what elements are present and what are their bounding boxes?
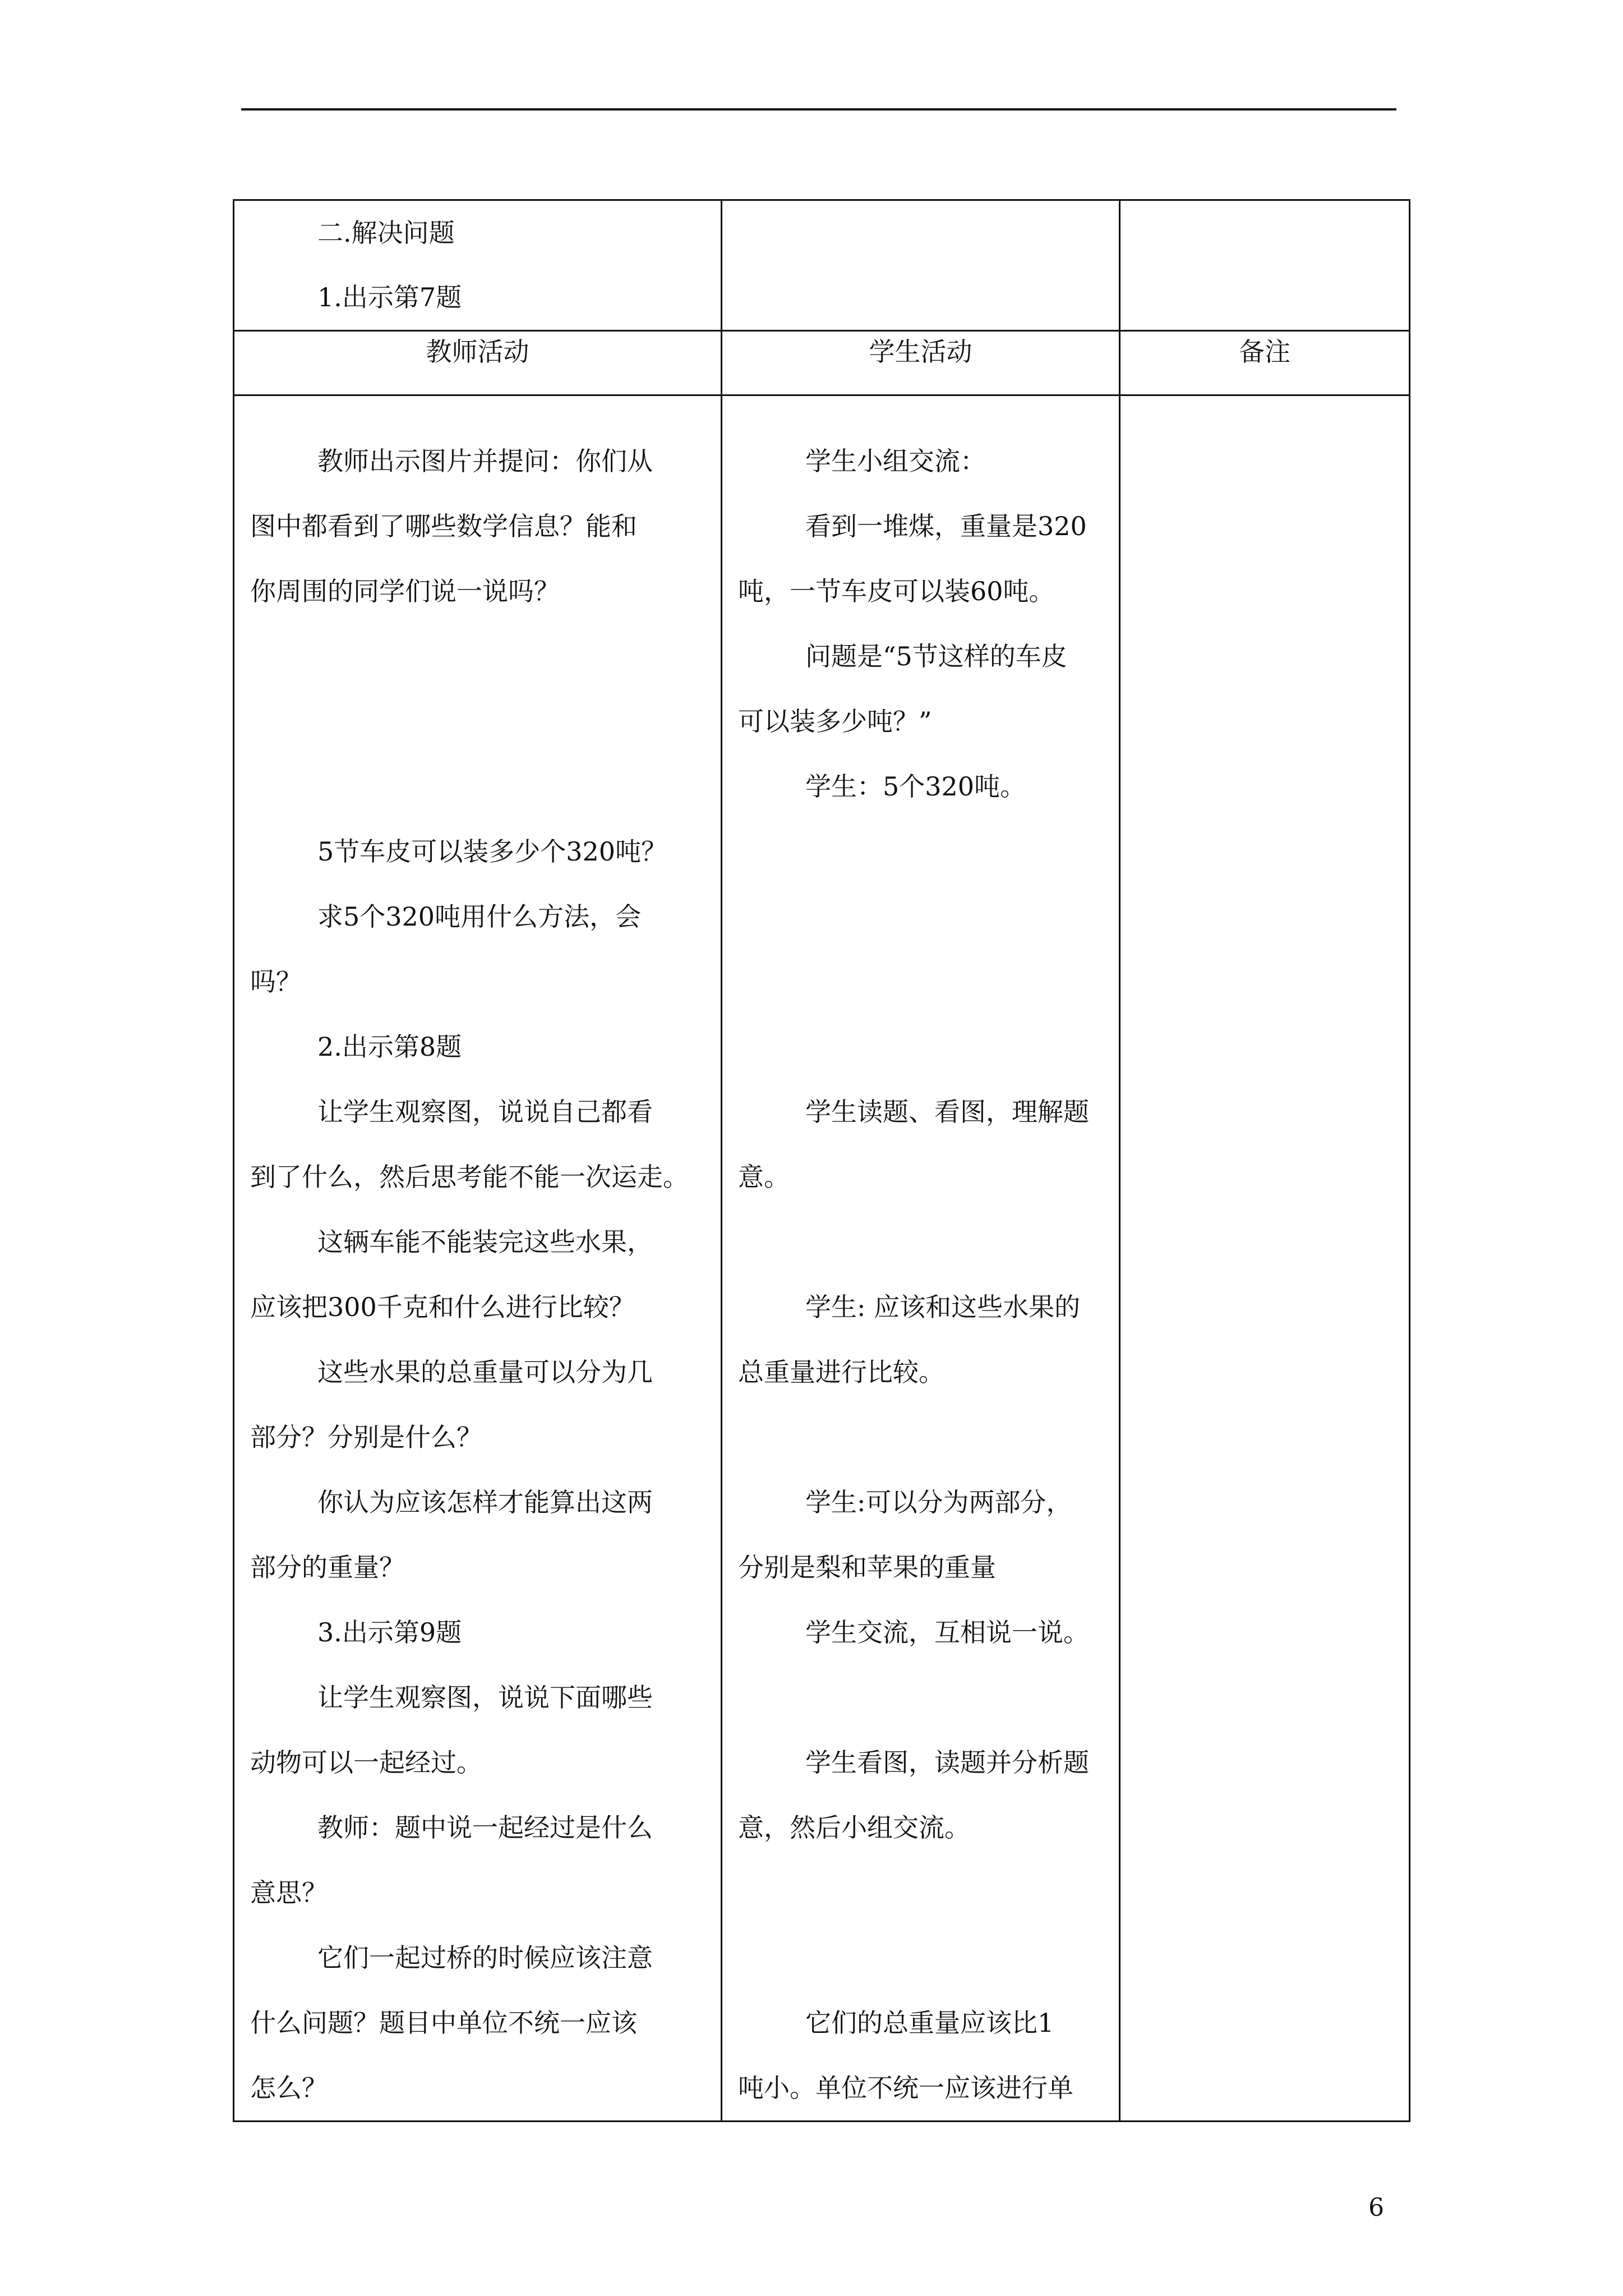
lesson-plan-table — [233, 199, 1410, 2122]
teacher-activity-line: 这些水果的总重量可以分为几 — [317, 1357, 653, 1387]
teacher-activity-line: 部分的重量？ — [250, 1552, 405, 1582]
teacher-activity-line: 到了什么，然后思考能不能一次运走。 — [250, 1162, 689, 1192]
header-student: 学生活动 — [722, 331, 1120, 395]
student-activity-cell — [722, 395, 1120, 2122]
teacher-activity-line: 什么问题？题目中单位不统一应该 — [250, 2008, 637, 2038]
content-row — [234, 395, 1410, 2122]
teacher-activity-line: 吗？ — [250, 967, 302, 997]
teacher-activity-line: 求5个320吨用什么方法，会 — [317, 901, 642, 932]
student-activity-line: 可以装多少吨？” — [738, 706, 932, 737]
student-activity-line: 学生: 应该和这些水果的 — [805, 1292, 1081, 1322]
student-activity-line — [738, 1209, 1103, 1274]
student-activity-line — [738, 819, 1103, 884]
student-activity-line — [738, 1405, 1103, 1470]
student-activity-line — [738, 949, 1103, 1014]
teacher-lines — [250, 429, 705, 2120]
student-activity-line: 学生小组交流： — [805, 446, 986, 476]
student-activity-line: 吨，一节车皮可以装60吨。 — [738, 576, 1055, 606]
student-activity-line: 学生读题、看图，理解题 — [805, 1097, 1089, 1127]
header-rule — [241, 108, 1396, 111]
student-activity-line: 总重量进行比较。 — [738, 1357, 944, 1387]
intro-cell — [234, 200, 722, 331]
student-activity-line — [738, 1925, 1103, 1990]
teacher-activity-line: 让学生观察图，说说下面哪些 — [317, 1682, 653, 1713]
student-activity-line: 它们的总重量应该比1 — [805, 2008, 1054, 2038]
teacher-activity-line: 让学生观察图，说说自己都看 — [317, 1097, 653, 1127]
teacher-activity-line: 意思？ — [250, 1878, 328, 1908]
intro-student-cell — [722, 200, 1120, 331]
student-activity-line: 看到一堆煤，重量是320 — [805, 511, 1087, 541]
student-lines — [738, 429, 1103, 2120]
student-activity-line: 学生:可以分为两部分， — [805, 1487, 1072, 1517]
teacher-activity-line — [250, 624, 705, 689]
teacher-activity-line: 5节车皮可以装多少个320吨？ — [317, 836, 667, 867]
student-activity-line: 吨小。单位不统一应该进行单 — [738, 2073, 1073, 2103]
page-number: 6 — [1368, 2193, 1384, 2222]
teacher-activity-line: 你周围的同学们说一说吗？ — [250, 576, 560, 606]
teacher-activity-line — [250, 689, 705, 754]
header-teacher: 教师活动 — [234, 331, 722, 395]
student-activity-line — [738, 1860, 1103, 1925]
teacher-activity-line: 动物可以一起经过。 — [250, 1747, 482, 1778]
teacher-activity-line: 应该把300千克和什么进行比较？ — [250, 1292, 635, 1322]
teacher-activity-cell — [234, 395, 722, 2122]
student-activity-line — [738, 884, 1103, 949]
teacher-activity-line: 教师出示图片并提问：你们从 — [317, 446, 653, 476]
intro-row — [234, 200, 1410, 331]
section-title: 二.解决问题 — [317, 218, 455, 248]
teacher-activity-line: 3.出示第9题 — [317, 1617, 462, 1648]
teacher-activity-line: 部分？分别是什么？ — [250, 1422, 482, 1452]
student-activity-line: 分别是梨和苹果的重量 — [738, 1552, 996, 1582]
teacher-activity-line: 图中都看到了哪些数学信息？能和 — [250, 511, 637, 541]
teacher-activity-line — [250, 754, 705, 819]
student-activity-line: 学生：5个320吨。 — [805, 771, 1026, 802]
teacher-activity-line: 你认为应该怎样才能算出这两 — [317, 1487, 653, 1517]
student-activity-line: 意。 — [738, 1162, 790, 1192]
student-activity-line: 学生看图，读题并分析题 — [805, 1747, 1089, 1778]
teacher-activity-line: 它们一起过桥的时候应该注意 — [317, 1943, 653, 1973]
student-activity-line — [738, 1014, 1103, 1079]
student-activity-line — [738, 1665, 1103, 1730]
intro-notes-cell — [1120, 200, 1410, 331]
student-activity-line: 问题是“5节这样的车皮 — [805, 641, 1067, 671]
header-row — [234, 331, 1410, 395]
header-notes: 备注 — [1120, 331, 1410, 395]
teacher-activity-line: 教师：题中说一起经过是什么 — [317, 1812, 653, 1843]
teacher-activity-line: 2.出示第8题 — [317, 1032, 462, 1062]
teacher-activity-line: 这辆车能不能装完这些水果， — [317, 1227, 653, 1257]
teacher-activity-line: 怎么？ — [250, 2073, 328, 2103]
notes-cell — [1120, 395, 1410, 2122]
student-activity-line: 意，然后小组交流。 — [738, 1812, 970, 1843]
student-activity-line: 学生交流，互相说一说。 — [805, 1617, 1089, 1648]
problem-7-heading: 1.出示第7题 — [317, 282, 462, 312]
